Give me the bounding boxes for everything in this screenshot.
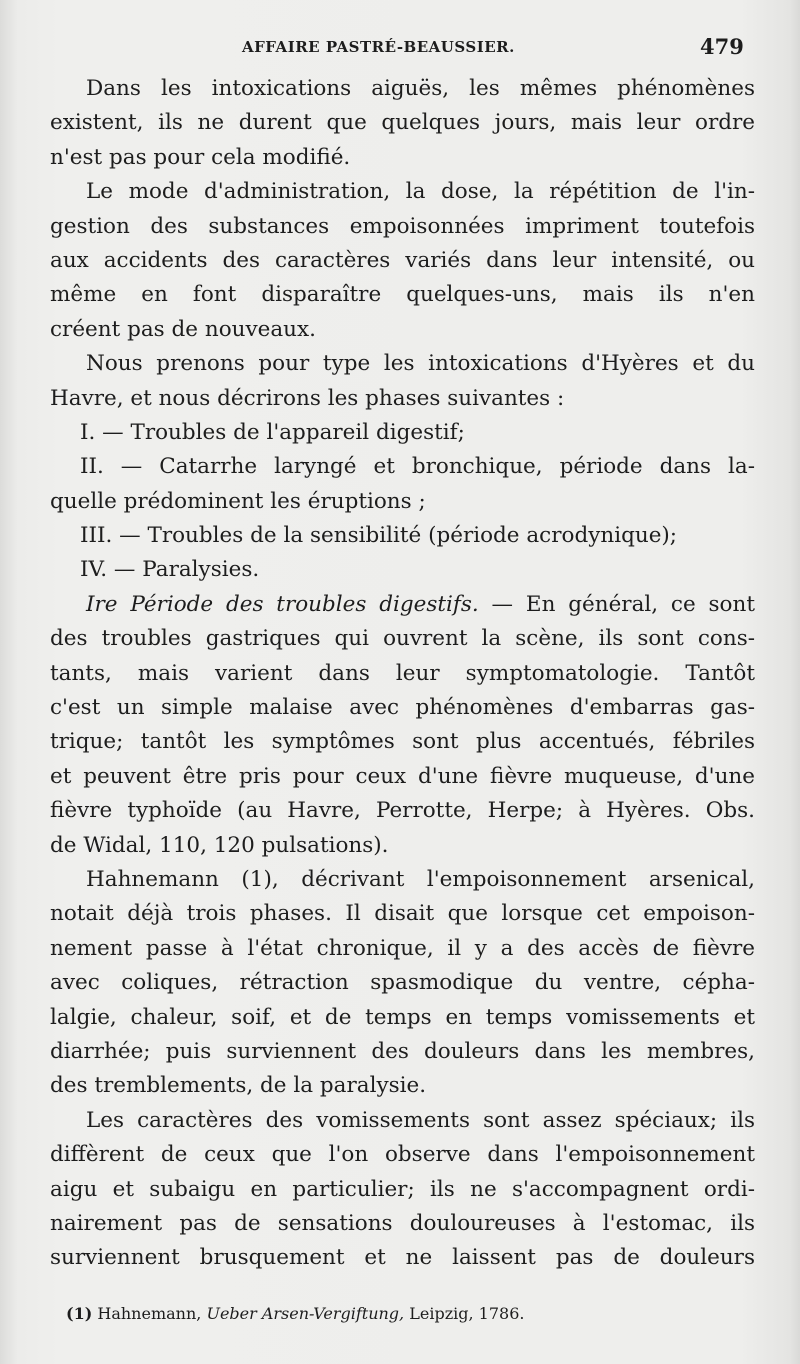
page-number: 479 [700,34,744,59]
text-line: de Widal, 110, 120 pulsations). [50,832,389,858]
text-line: nement passe à l'état chronique, il y a des accès de fièvre [50,935,755,961]
body-text [50,72,755,1276]
text-line: n'est pas pour cela modifié. [50,144,351,170]
footnote-marker: (1) [66,1304,93,1323]
text-line: existent, ils ne durent que quelques jours, mais leur ordre [50,110,755,136]
text-line: c'est un simple malaise avec phénomènes d'embarras gas- [50,695,755,721]
list-item: IV. — Paralysies. [80,557,260,583]
text-line: créent pas de nouveaux. [50,316,316,342]
text-line: diffèrent de ceux que l'on observe dans l'empoisonnement [50,1142,755,1168]
period-number: Ire [86,591,118,617]
text-line: diarrhée; puis surviennent des douleurs dans les membres, [50,1038,755,1064]
text-line: aux accidents des caractères variés dans leur intensité, ou [50,247,755,273]
text-line: Le mode d'administration, la dose, la répétition de l'in- [86,179,755,205]
text-line: lalgie, chaleur, soif, et de temps en temps vomissements et [50,1004,755,1030]
text-line: trique; tantôt les symptômes sont plus accentués, fébriles [50,729,755,755]
running-head: AFFAIRE PASTRÉ-BEAUSSIER. [242,38,515,56]
footnote-title: Ueber Arsen-Vergiftung, [206,1304,405,1323]
period-heading-rest: — En général, ce sont [478,591,755,617]
text-line: des tremblements, de la paralysie. [50,1073,427,1099]
page-header [0,34,800,64]
text-line: aigu et subaigu en particulier; ils ne s'accompagnent ordi- [50,1176,755,1202]
section-heading-line [50,588,755,622]
text-line: tants, mais varient dans leur symptomatologie. Tantôt [50,660,755,686]
text-line: et peuvent être pris pour ceux d'une fièvre muqueuse, d'une [50,763,755,789]
text-line: Hahnemann (1), décrivant l'empoisonnement arsenical, [86,866,755,892]
period-title: Période des troubles digestifs. [130,591,479,617]
list-item: III. — Troubles de la sensibilité (période acrodynique); [80,523,678,549]
text-line: avec coliques, rétraction spasmodique du ventre, cépha- [50,970,755,996]
text-line: surviennent brusquement et ne laissent pas de douleurs [50,1245,755,1271]
footnote-rest: Leipzig, 1786. [409,1304,525,1323]
text-line: Dans les intoxications aiguës, les mêmes phénomènes [86,76,755,101]
footnote-author: Hahnemann, [97,1304,202,1323]
text-line: Havre, et nous décrirons les phases suivantes : [50,385,565,411]
text-line: quelle prédominent les éruptions ; [50,488,426,514]
text-line: des troubles gastriques qui ouvrent la scène, ils sont cons- [50,626,755,652]
footnote [66,1304,766,1324]
list-item: II. — Catarrhe laryngé et bronchique, période dans la- [80,454,755,480]
text-line: Nous prenons pour type les intoxications d'Hyères et du [86,351,755,377]
text-line: gestion des substances empoisonnées impriment toutefois [50,213,755,239]
text-line: même en font disparaître quelques-uns, mais ils n'en [50,282,755,308]
text-line: Les caractères des vomissements sont assez spéciaux; ils [86,1107,755,1133]
text-line: nairement pas de sensations douloureuses à l'estomac, ils [50,1210,755,1236]
list-item: I. — Troubles de l'appareil digestif; [80,419,465,445]
text-line: notait déjà trois phases. Il disait que lorsque cet empoison- [50,901,755,927]
text-line: fièvre typhoïde (au Havre, Perrotte, Herpe; à Hyères. Obs. [50,798,755,824]
